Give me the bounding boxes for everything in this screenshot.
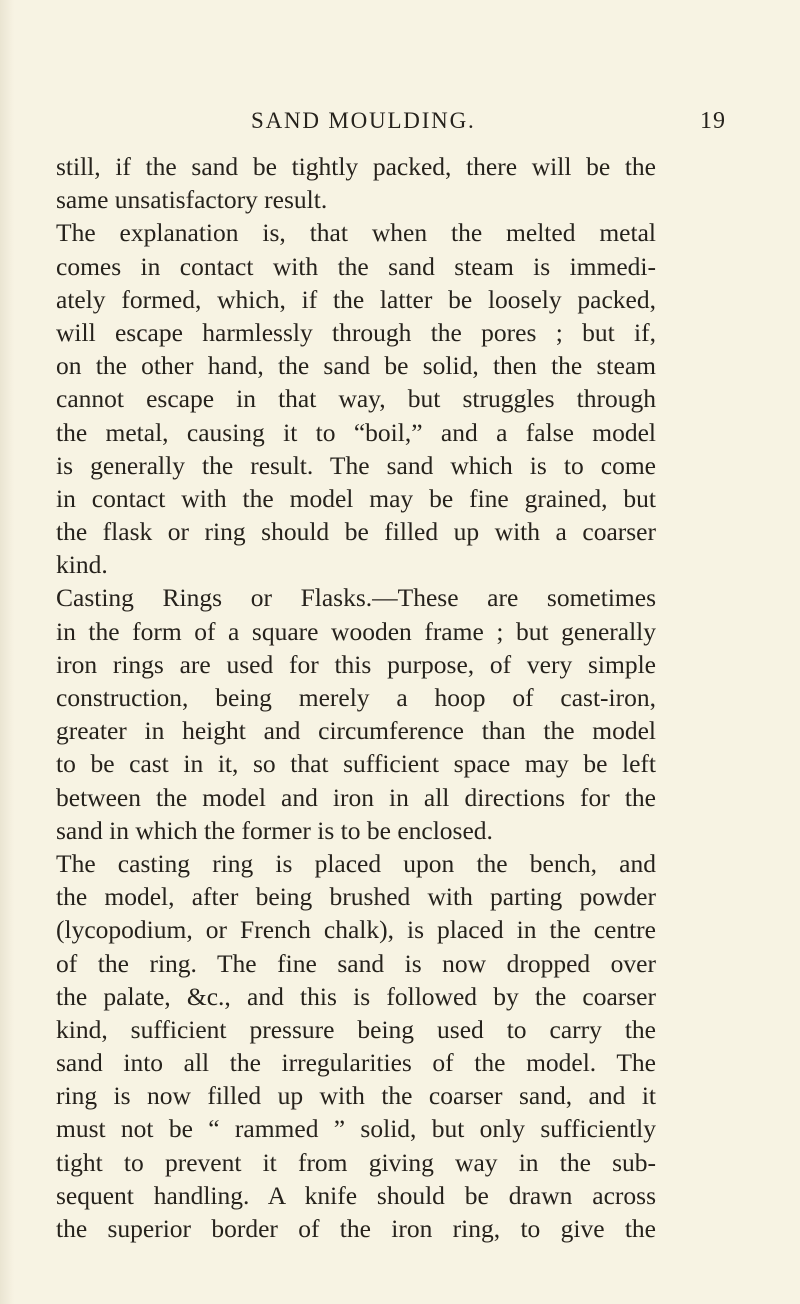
text-line: sequent handling. A knife should be drawn across [56,1180,656,1210]
text-line: iron rings are used for this purpose, of very simple [56,649,656,679]
text-line: the flask or ring should be filled up with a coarser [56,517,656,547]
text-line: the superior border of the iron ring, to give the [56,1214,656,1243]
text-line: to be cast in it, so that sufficient space may be left [56,749,656,779]
text-line: the model, after being brushed with parting powder [56,882,656,912]
text-line: on the other hand, the sand be solid, then the steam [56,351,656,381]
page-number: 19 [700,108,726,134]
text-line: still, if the sand be tightly packed, there will be the [56,152,656,181]
text-line: in the form of a square wooden frame ; but generally [56,616,656,646]
running-head [0,106,800,136]
text-line: sand into all the irregularities of the model. The [56,1048,656,1078]
text-line: The explanation is, that when the melted metal [56,218,656,248]
text-line: kind. [56,550,108,580]
text-line: kind, sufficient pressure being used to carry the [56,1014,656,1044]
text-line: sand in which the former is to be enclosed. [56,815,493,845]
text-line: comes in contact with the sand steam is immedi- [56,251,656,281]
page-edge-shadow [0,0,14,1304]
text-line: in contact with the model may be fine grained, but [56,483,656,513]
text-line: ring is now filled up with the coarser sand, and it [56,1081,656,1111]
text-line: same unsatisfactory result. [56,185,328,215]
running-head-title: SAND MOULDING. [251,108,476,133]
section-heading-line: Casting Rings or Flasks.—These are sometimes [56,583,656,613]
text-line: is generally the result. The sand which is to come [56,450,656,480]
text-line: greater in height and circumference than the model [56,716,656,746]
text-line: of the ring. The fine sand is now dropped over [56,948,656,978]
text-line: must not be “ rammed ” solid, but only sufficiently [56,1114,656,1144]
text-line: construction, being merely a hoop of cast-iron, [56,683,656,712]
text-line: The casting ring is placed upon the bench, and [56,848,656,878]
text-line: between the model and iron in all directions for the [56,782,656,812]
text-line: the palate, &c., and this is followed by the coarser [56,981,656,1011]
text-line: the metal, causing it to “boil,” and a false model [56,417,656,447]
body-text [56,150,656,1245]
text-line: ately formed, which, if the latter be loosely packed, [56,284,656,314]
text-line: (lycopodium, or French chalk), is placed in the centre [56,915,656,945]
text-line: cannot escape in that way, but struggles through [56,384,656,414]
text-line: tight to prevent it from giving way in the sub- [56,1147,656,1177]
text-line: will escape harmlessly through the pores ; but if, [56,317,656,347]
